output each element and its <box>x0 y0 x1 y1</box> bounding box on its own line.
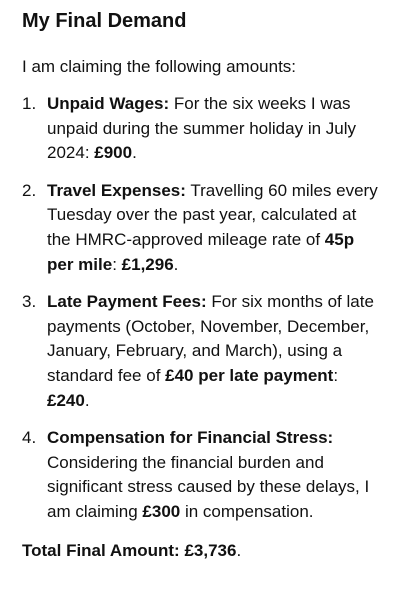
item-body <box>47 290 381 413</box>
item-number: 2. <box>22 180 37 200</box>
total-line <box>22 539 381 563</box>
intro-text: I am claiming the following amounts: <box>22 57 297 76</box>
item-text: Considering the financial burden and significant stress caused by these delays, I am claiming <box>47 452 370 521</box>
item-text: : <box>112 254 122 274</box>
claims-list <box>22 92 381 525</box>
list-item <box>22 426 381 524</box>
page-title: My Final Demand <box>22 10 187 32</box>
item-text: : <box>333 365 339 385</box>
item-body <box>47 92 381 166</box>
item-rate: 45p per mile <box>47 229 355 274</box>
item-amount: £240 <box>47 390 85 410</box>
item-amount: £900 <box>94 143 133 163</box>
item-text: For the six weeks I was unpaid during the summer holiday in July 2024: <box>47 94 357 163</box>
item-amount: £300 <box>142 501 181 521</box>
total-amount: £3,736 <box>184 540 237 560</box>
item-label: Late Payment Fees: <box>47 292 207 312</box>
item-number: 4. <box>22 428 37 448</box>
list-item <box>22 179 381 277</box>
item-body <box>47 179 381 277</box>
item-amount: £1,296 <box>121 254 174 274</box>
item-rate: £40 per late payment <box>165 365 334 385</box>
item-text: For six months of late payments (October, November, December, January, February, and March), using a standard fee of <box>47 292 374 385</box>
total-label: Total Final Amount: <box>22 540 180 560</box>
item-end: . <box>132 143 137 163</box>
item-label: Travel Expenses: <box>47 180 186 200</box>
item-end: . <box>173 254 179 274</box>
item-label: Unpaid Wages: <box>47 94 170 113</box>
list-item <box>22 92 381 166</box>
item-text: in compensation. <box>180 501 314 521</box>
total-end: . <box>236 540 242 560</box>
item-end: . <box>84 390 90 410</box>
item-label: Compensation for Financial Stress: <box>47 428 334 448</box>
item-number: 3. <box>22 292 37 312</box>
item-number: 1. <box>22 94 37 113</box>
item-body <box>47 426 381 524</box>
item-text: Travelling 60 miles every Tuesday over the past year, calculated at the HMRC-approved mileage rate of <box>47 180 378 249</box>
list-item <box>22 290 381 413</box>
